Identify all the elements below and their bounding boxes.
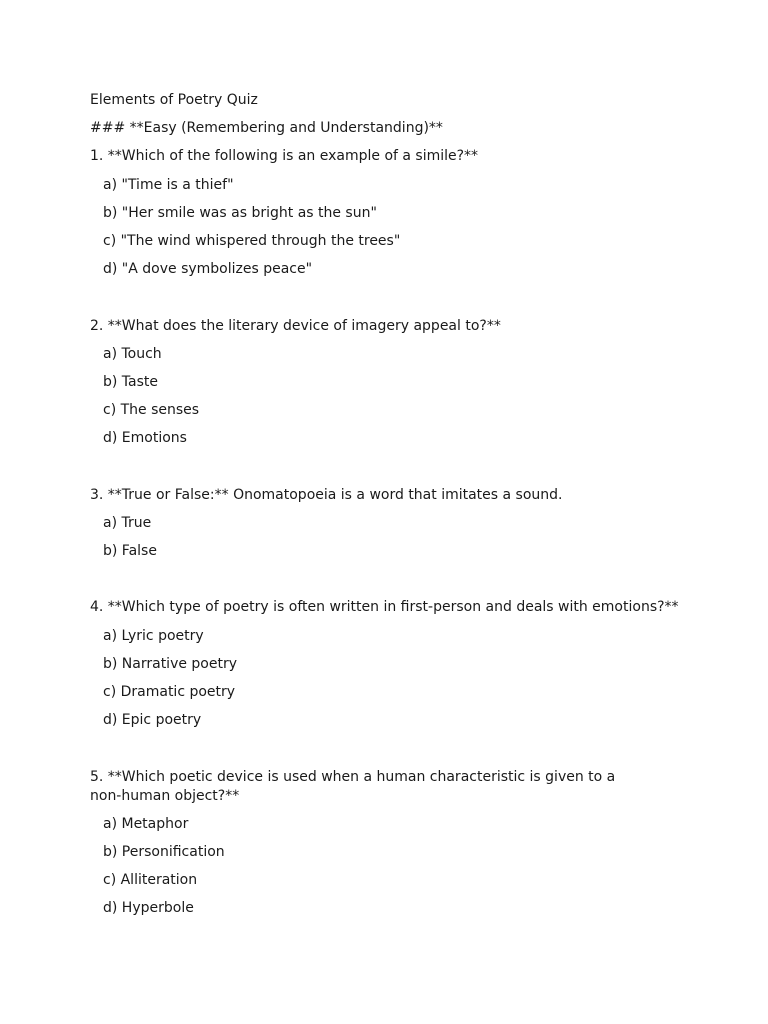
question-1 [90,147,690,279]
answer-option: b) Personification [103,843,225,860]
question-2 [90,317,690,449]
answer-option: c) Alliteration [103,872,198,889]
spacer [90,570,690,589]
answer-option: c) "The wind whispered through the trees" [103,232,401,249]
answer-option: c) Dramatic poetry [103,683,236,700]
answer-option: c) The senses [103,402,200,419]
question-text: 1. **Which of the following is an example of a simile?** [90,148,479,165]
spacer [90,739,690,758]
spacer [90,457,690,476]
document-page [90,91,690,927]
answer-option: a) "Time is a thief" [103,176,234,193]
answer-option: b) Narrative poetry [103,655,238,672]
answer-option: a) Metaphor [103,815,189,832]
document-title: Elements of Poetry Quiz [90,92,258,108]
question-text: 5. **Which poetic device is used when a human characteristic is given to a non-human object?** [90,768,616,804]
question-text: 2. **What does the literary device of imagery appeal to?** [90,317,501,334]
answer-option: b) False [103,543,157,559]
answer-option: d) "A dove symbolizes peace" [103,261,313,278]
answer-option: a) True [103,514,152,531]
answer-option: a) Lyric poetry [103,627,204,644]
answer-option: b) Taste [103,373,159,390]
question-4 [90,598,690,730]
answer-option: d) Emotions [103,430,187,447]
answer-option: d) Epic poetry [103,712,202,729]
answer-option: a) Touch [103,345,162,362]
question-5 [90,768,690,919]
spacer [90,288,690,307]
answer-option: b) "Her smile was as bright as the sun" [103,204,377,221]
section-heading: ### **Easy (Remembering and Understanding)** [90,120,443,137]
question-text: 4. **Which type of poetry is often written in first-person and deals with emotions?** [90,599,679,616]
answer-option: d) Hyperbole [103,900,194,917]
question-3 [90,486,690,561]
question-text: 3. **True or False:** Onomatopoeia is a word that imitates a sound. [90,486,563,503]
